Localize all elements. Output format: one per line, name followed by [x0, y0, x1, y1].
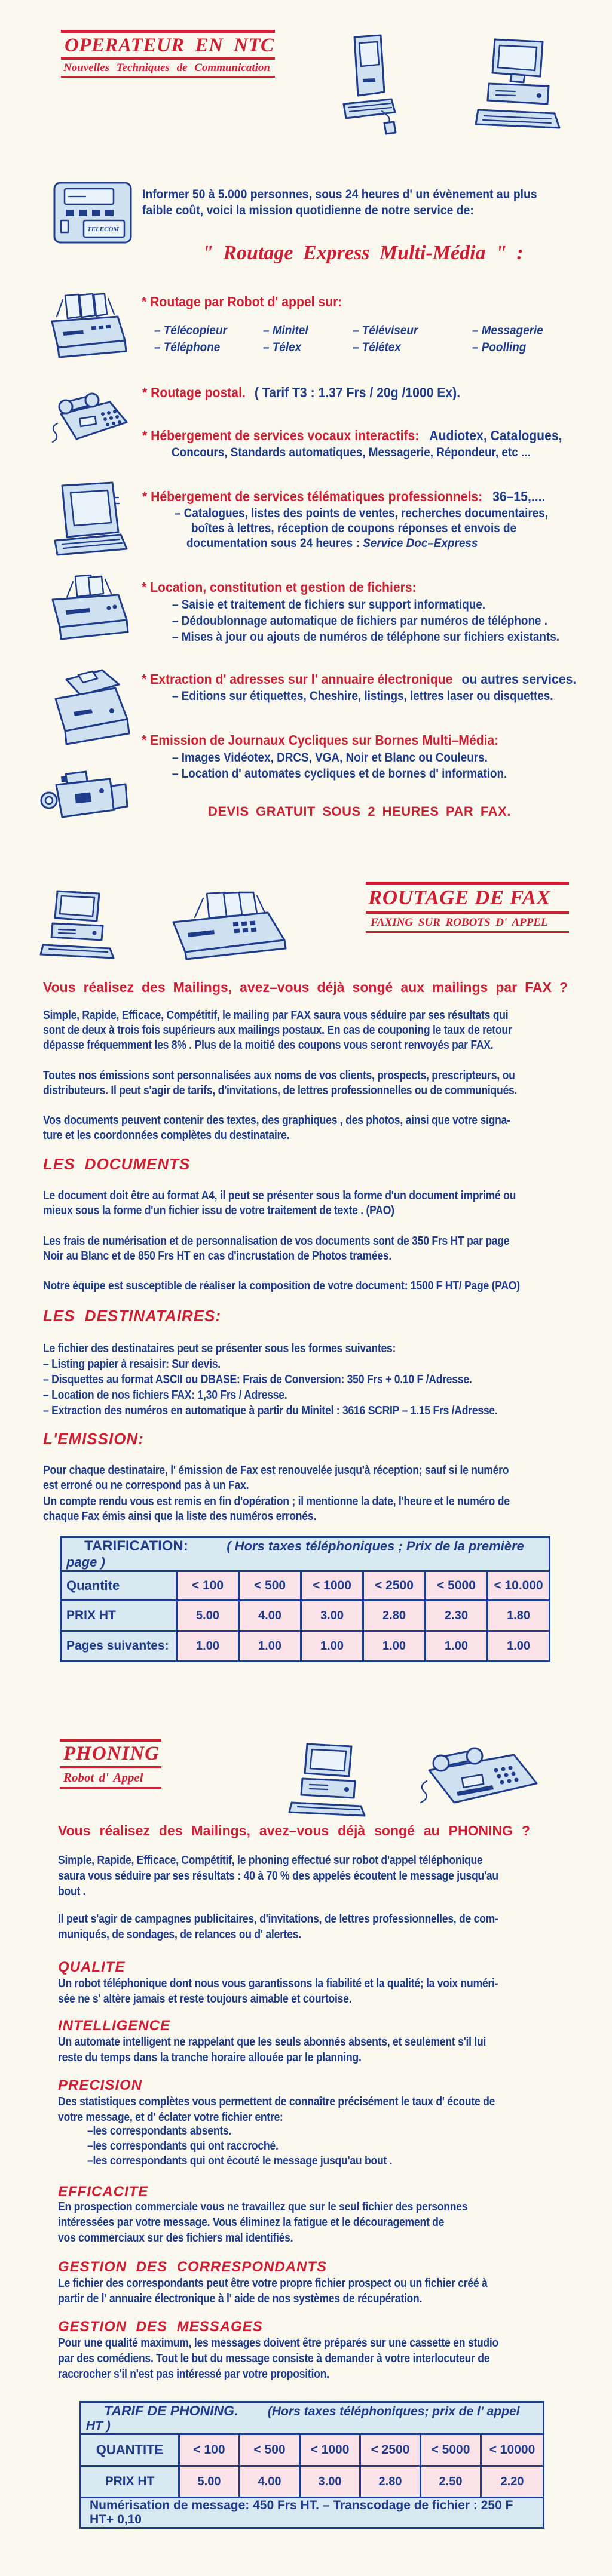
box-rule-bottom	[60, 1787, 161, 1789]
table-row	[61, 1537, 550, 1571]
efficacite-paragraph	[58, 2199, 524, 2246]
service-note: ( Tarif T3 : 1.37 Frs / 20g /1000 Ex).	[254, 385, 461, 400]
paragraph-line: saura vous séduire par ses résultats : 40 à 70 % des appelés écoutent le message jusqu'au	[58, 1869, 498, 1883]
list-item: – Télex	[263, 340, 302, 354]
routage-fax-title-box	[366, 882, 569, 933]
desktop-pc-icon	[472, 37, 562, 137]
section-heading-destinataires: LES DESTINATAIRES:	[43, 1307, 222, 1325]
table-row	[81, 2434, 544, 2466]
header-box	[61, 30, 275, 78]
list-item: – Télétex	[353, 340, 401, 354]
tarification-table	[60, 1536, 550, 1662]
paragraph-line: votre message, et d' éclater votre fichier entre:	[58, 2111, 283, 2124]
paragraph-line: intéressées par votre message. Vous éliminez la fatigue et le découragement de	[58, 2216, 445, 2229]
service-title-telematiques: * Hébergement de services télématiques professionnels: 36–15,....	[142, 489, 546, 504]
service-note: 36–15,....	[492, 489, 546, 504]
tarif-phoning-footer: Numérisation de message: 450 Frs HT. – Transcodage de fichier : 250 F HT+ 0,10	[81, 2498, 544, 2528]
destinataires-item: – Listing papier à resaisir: Sur devis.	[43, 1358, 221, 1371]
gestion-messages-paragraph	[58, 2335, 559, 2382]
table-row	[81, 2498, 544, 2528]
table-cell: 4.00	[240, 2466, 300, 2498]
service-line: – Mises à jour ou ajouts de numéros de téléphone sur fichiers existants.	[172, 630, 560, 644]
list-item: – Minitel	[263, 324, 308, 337]
paragraph-line: Un compte rendu vous est remis en fin d'opération ; il mentionne la date, l'heure et le numéro de	[43, 1495, 510, 1508]
gestion-correspondants-paragraph	[58, 2276, 546, 2307]
list-item: – Télécopieur	[154, 324, 227, 337]
section-heading-gestion-correspondants: GESTION DES CORRESPONDANTS	[58, 2259, 328, 2275]
service-title-vocaux: * Hébergement de services vocaux interactifs: Audiotex, Catalogues,	[142, 428, 562, 443]
documents-paragraph-2	[43, 1234, 573, 1264]
phoning-title-box	[60, 1739, 161, 1789]
tarification-title-cell	[61, 1537, 550, 1571]
paragraph-line: En prospection commerciale vous ne travaillez que sur le seul fichier des personnes	[58, 2200, 468, 2213]
column-header: < 10000	[481, 2434, 544, 2466]
paragraph-line: raccrocher s'il n'est pas intéressé par votre proposition.	[58, 2368, 329, 2381]
routage-fax-subtitle: FAXING SUR ROBOTS D' APPEL	[371, 916, 548, 929]
service-line: – Images Vidéotex, DRCS, VGA, Noir et Blanc ou Couleurs.	[172, 751, 488, 764]
robot-media-row	[154, 339, 573, 356]
phoning-fax-icon	[412, 1746, 543, 1809]
section-heading-qualite: QUALITE	[58, 1959, 126, 1975]
column-header: < 1000	[300, 2434, 360, 2466]
fax-paragraph-1	[43, 1008, 576, 1053]
column-header: < 2500	[363, 1571, 426, 1601]
tarif-phoning-subtitle: (Hors taxes téléphoniques; prix de l' appel HT )	[86, 2405, 520, 2433]
qualite-paragraph	[58, 1976, 558, 2007]
paragraph-line: Un robot téléphonique dont nous vous garantissons la fiabilité et la qualité; la voix numéri-	[58, 1977, 498, 1990]
service-title-fichiers: * Location, constitution et gestion de fichiers:	[142, 579, 417, 595]
paragraph-line: Des statistiques complètes vous permettent de connaître précisément le taux d' écoute de	[58, 2095, 495, 2108]
column-header: Quantite	[61, 1571, 177, 1601]
service-line: boîtes à lettres, réception de coupons réponses et envois de	[191, 521, 517, 535]
service-note: Audiotex, Catalogues,	[429, 428, 562, 443]
precision-paragraph	[58, 2094, 555, 2125]
tarif-phoning-title: TARIF DE PHONING.	[104, 2403, 238, 2418]
paragraph-line: Pour une qualité maximum, les messages doivent être préparés sur une cassette en studio	[58, 2336, 499, 2350]
paragraph-line: Vos documents peuvent contenir des textes, des graphiques , des photos, ainsi que votre signa-	[43, 1114, 510, 1127]
column-header: < 100	[177, 1571, 239, 1601]
service-line: – Catalogues, listes des points de ventes, recherches documentaires,	[175, 506, 548, 520]
alphapage-terminal-icon	[53, 181, 133, 245]
destinataires-item: – Location de nos fichiers FAX: 1,30 Frs / Adresse.	[43, 1389, 287, 1402]
column-header: < 5000	[421, 2434, 481, 2466]
documents-paragraph-3: Notre équipe est susceptible de réaliser la composition de votre document: 1500 F HT/ Page (PAO)	[43, 1279, 520, 1292]
list-item: – Messagerie	[472, 324, 543, 337]
section-heading-emission: L'EMISSION:	[43, 1430, 144, 1448]
paragraph-line: par des comédiens. Tout le but du message consiste à demander à votre interlocuteur de	[58, 2352, 490, 2365]
emission-paragraph-1	[43, 1463, 572, 1493]
paragraph-line: Pour chaque destinataire, l' émission de Fax est renouvelée jusqu'à réception; sauf si le numéro	[43, 1464, 509, 1477]
fax-paragraph-2	[43, 1069, 582, 1098]
robot-media-row	[154, 323, 573, 339]
table-cell: 2.80	[360, 2466, 421, 2498]
robot-call-fax-icon	[45, 293, 128, 361]
routage-fax-title: ROUTAGE DE FAX	[368, 886, 551, 909]
service-line: Concours, Standards automatiques, Messagerie, Répondeur, etc ...	[172, 446, 531, 459]
minitel-terminal-icon	[48, 480, 133, 560]
table-cell: 2.50	[421, 2466, 481, 2498]
table-cell: 1.80	[488, 1601, 550, 1631]
precision-bullet: –les correspondants absents.	[87, 2124, 232, 2138]
page-subtitle: Nouvelles Techniques de Communication	[63, 62, 270, 74]
section-heading-documents: LES DOCUMENTS	[43, 1155, 191, 1173]
documents-paragraph-1	[43, 1189, 580, 1218]
table-cell: 5.00	[179, 2466, 240, 2498]
destinataires-intro: Le fichier des destinataires peut se présenter sous les formes suivantes:	[43, 1342, 396, 1355]
paragraph-line: Noir au Blanc et de 850 Frs HT en cas d'incrustation de Photos tramées.	[43, 1249, 392, 1263]
telephone-icon	[48, 391, 131, 448]
sheet-feed-printer-icon	[47, 573, 133, 644]
paragraph-line: Le fichier des correspondants peut être votre propre fichier prospect ou un fichier créé à	[58, 2277, 488, 2290]
table-cell: 1.00	[301, 1631, 363, 1662]
tarification-subtitle: ( Hors taxes téléphoniques ; Prix de la première page )	[66, 1539, 524, 1570]
svg-text:TELECOM: TELECOM	[87, 226, 120, 233]
paragraph-line: dépasse fréquemment les 8% . Plus de la moitié des coupons vous seront renvoyés par FAX.	[43, 1039, 494, 1052]
paragraph-line: Toutes nos émissions sont personnalisées aux noms de vos clients, prospects, prescripteurs, ou	[43, 1069, 515, 1082]
service-title-routage-robot: * Routage par Robot d' appel sur:	[142, 294, 342, 309]
table-cell: 4.00	[239, 1601, 301, 1631]
office-computer-icon	[39, 889, 117, 962]
table-row	[61, 1631, 550, 1662]
precision-bullet: –les correspondants qui ont écouté le message jusqu'au bout .	[87, 2154, 393, 2167]
paragraph-line: muniqués, de sondages, de relances ou d' alertes.	[58, 1928, 301, 1941]
service-line: – Dédoublonnage automatique de fichiers par numéros de téléphone .	[172, 614, 548, 628]
phoning-computer-icon	[286, 1742, 369, 1818]
section-heading-efficacite: EFFICACITE	[58, 2184, 149, 2200]
paragraph-line: Le document doit être au format A4, il peut se présenter sous la forme d'un document imprimé ou	[43, 1189, 516, 1202]
service-note: ou autres services.	[461, 671, 577, 687]
phoning-headline: Vous réalisez des Mailings, avez–vous déjà songé au PHONING ?	[58, 1823, 530, 1838]
paragraph-line: chaque Fax émis ainsi que la liste des numéros erronés.	[43, 1510, 316, 1523]
table-cell: 2.20	[481, 2466, 544, 2498]
service-line: documentation sous 24 heures : Service Doc–Express	[186, 536, 478, 550]
destinataires-item: – Extraction des numéros en automatique à partir du Minitel : 3616 SCRIP – 1.15 Frs /Adresse.	[43, 1404, 498, 1417]
macintosh-computer-icon	[332, 33, 400, 140]
doc-express-emphasis: Service Doc–Express	[363, 536, 478, 550]
column-header: < 500	[240, 2434, 300, 2466]
column-header: < 10.000	[488, 1571, 550, 1601]
phoning-paragraph-2	[58, 1911, 558, 1942]
box-rule-bottom	[366, 931, 569, 933]
routage-express-banner: " Routage Express Multi-Média " :	[202, 242, 524, 264]
header-rule-bottom	[61, 76, 275, 78]
table-row	[81, 2466, 544, 2498]
column-header: < 2500	[360, 2434, 421, 2466]
intro-paragraph	[142, 186, 581, 219]
tarif-phoning-title-cell	[81, 2402, 544, 2434]
service-line: – Saisie et traitement de fichiers sur support informatique.	[172, 598, 486, 612]
service-line: – Location d' automates cycliques et de bornes d' information.	[172, 767, 507, 781]
paragraph-line: mieux sous la forme d'un fichier issu de votre traitement de texte . (PAO)	[43, 1204, 394, 1217]
devis-gratuit-line: DEVIS GRATUIT SOUS 2 HEURES PAR FAX.	[208, 804, 511, 819]
destinataires-item: – Disquettes au format ASCII ou DBASE: Frais de Conversion: 350 Frs + 0.10 F /Adresse.	[43, 1373, 472, 1386]
table-cell: 1.00	[177, 1631, 239, 1662]
table-cell: 1.00	[426, 1631, 488, 1662]
emission-paragraph-2	[43, 1494, 573, 1524]
section-heading-gestion-messages: GESTION DES MESSAGES	[58, 2319, 263, 2335]
service-title-routage-postal: * Routage postal. ( Tarif T3 : 1.37 Frs / 20g /1000 Ex).	[142, 385, 461, 400]
paragraph-line: Simple, Rapide, Efficace, Compétitif, le phoning effectué sur robot d'appel téléphonique	[58, 1854, 483, 1867]
paragraph-line: ture et les coordonnées complètes du destinataire.	[43, 1129, 290, 1142]
paragraph-line: Il peut s'agir de campagnes publicitaires, d'invitations, de lettres professionnelles, de com-	[58, 1912, 498, 1926]
table-cell: 2.30	[426, 1601, 488, 1631]
paragraph-line: vos commerciaux sur des fichiers mal identifiés.	[58, 2231, 293, 2245]
tarif-phoning-table	[79, 2401, 544, 2529]
paragraph-line: sont de deux à trois fois supérieurs aux mailings postaux. En cas de couponing le taux de retour	[43, 1024, 512, 1037]
paragraph-line: distributeurs. Il peut s'agir de tarifs, d'invitations, de lettres professionnelles ou de communiqués.	[43, 1084, 518, 1097]
list-item: – Téléphone	[154, 340, 221, 354]
paragraph-line: bout .	[58, 1885, 86, 1898]
table-cell: 3.00	[300, 2466, 360, 2498]
service-line: – Editions sur étiquettes, Cheshire, listings, lettres laser ou disquettes.	[172, 689, 553, 703]
list-item: – Poolling	[472, 340, 527, 354]
paragraph-line: sée ne s' altère jamais et reste toujours aimable et courtoise.	[58, 1992, 352, 2006]
phoning-subtitle: Robot d' Appel	[63, 1770, 143, 1785]
column-header: QUANTITE	[81, 2434, 179, 2466]
table-cell: 3.00	[301, 1601, 363, 1631]
paragraph-line: Simple, Rapide, Efficace, Compétitif, le mailing par FAX saura vous séduire par ses résultats qui	[43, 1009, 509, 1022]
phoning-paragraph-1	[58, 1853, 558, 1899]
column-header: < 100	[179, 2434, 240, 2466]
table-cell: 1.00	[488, 1631, 550, 1662]
list-item: – Téléviseur	[353, 324, 418, 337]
scanner-icon	[45, 664, 133, 753]
table-row	[61, 1601, 550, 1631]
column-header: < 1000	[301, 1571, 363, 1601]
paragraph-line: partir de l' annuaire électronique à l' aide de nos systèmes de récupération.	[58, 2292, 423, 2305]
page-title: OPERATEUR EN NTC	[65, 35, 274, 56]
column-header: < 5000	[426, 1571, 488, 1601]
intro-lead: Informer	[142, 187, 189, 201]
paragraph-line: Les frais de numérisation et de personnalisation de vos documents sont de 350 Frs HT par page	[43, 1235, 510, 1248]
section-heading-precision: PRECISION	[58, 2077, 143, 2093]
precision-bullet: –les correspondants qui ont raccroché.	[87, 2139, 279, 2153]
row-label: PRIX HT	[81, 2466, 179, 2498]
fax-paragraph-3	[43, 1113, 574, 1143]
video-camera-icon	[39, 766, 130, 825]
paragraph-line: Un automate intelligent ne rappelant que les seuls abonnés absents, et seulement s'il lui	[58, 2035, 486, 2049]
row-label: Pages suivantes:	[61, 1631, 177, 1662]
table-cell: 1.00	[363, 1631, 426, 1662]
paragraph-line: faible coût, voici la mission quotidienne de notre service de:	[142, 203, 474, 217]
service-title-emission-bornes: * Emission de Journaux Cycliques sur Bornes Multi–Média:	[142, 732, 499, 748]
paragraph-line: reste du temps dans la tranche horaire allouée par le planning.	[58, 2051, 362, 2064]
fax-headline: Vous réalisez des Mailings, avez–vous déjà songé aux mailings par FAX ?	[43, 980, 568, 995]
table-row	[61, 1571, 550, 1601]
phoning-title: PHONING	[63, 1743, 160, 1764]
table-cell: 2.80	[363, 1601, 426, 1631]
section-heading-intelligence: INTELLIGENCE	[58, 2018, 171, 2034]
paragraph-line: est erroné ou ne correspond pas à un Fax.	[43, 1479, 249, 1492]
service-title-extraction: * Extraction d' adresses sur l' annuaire électronique ou autres services.	[142, 671, 577, 687]
table-cell: 1.00	[239, 1631, 301, 1662]
paragraph-line: Informer 50 à 5.000 personnes, sous 24 heures d' un évènement au plus	[142, 187, 537, 201]
robot-media-list	[154, 323, 573, 356]
row-label: PRIX HT	[61, 1601, 177, 1631]
fax-with-paper-tray-icon	[167, 891, 290, 960]
table-cell: 5.00	[177, 1601, 239, 1631]
table-row	[81, 2402, 544, 2434]
intelligence-paragraph	[58, 2034, 544, 2065]
tarification-title: TARIFICATION:	[84, 1538, 188, 1554]
column-header: < 500	[239, 1571, 301, 1601]
